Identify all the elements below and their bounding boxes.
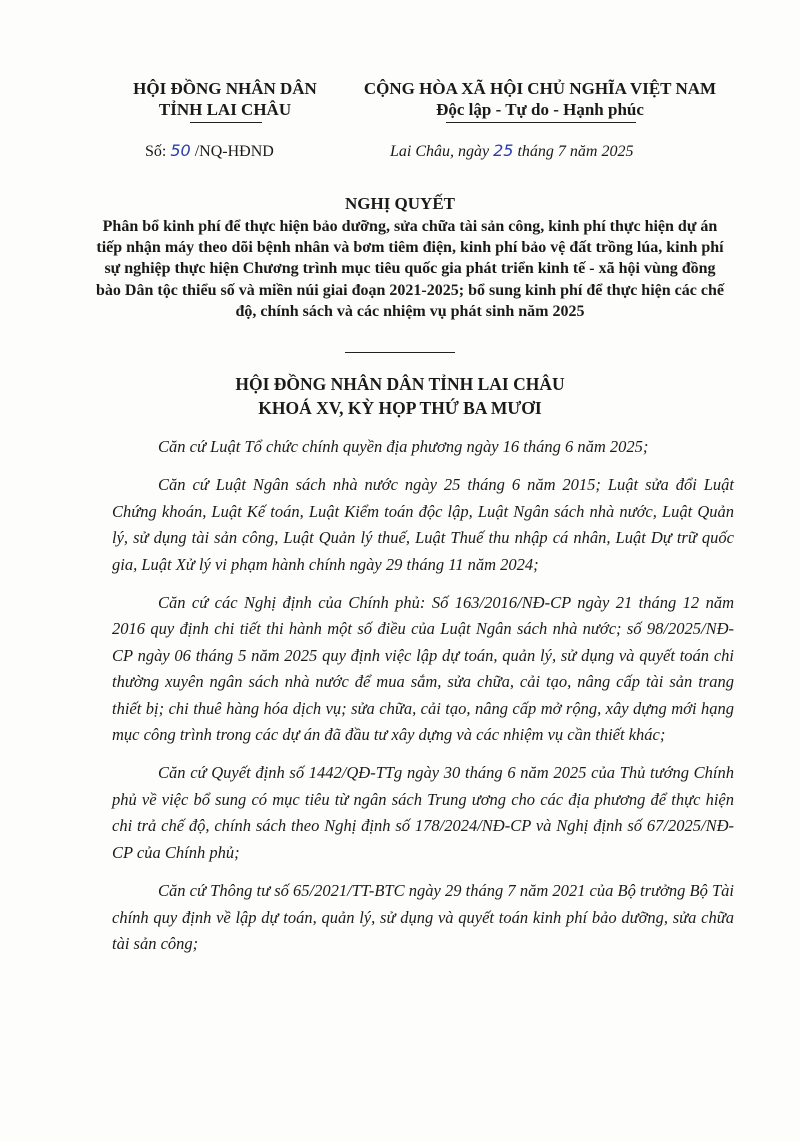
preamble — [112, 434, 734, 969]
document-subject: Phân bổ kinh phí để thực hiện bảo dưỡng, sửa chữa tài sản công, kinh phí thực hiện dự án tiếp nhận máy theo dõi bệnh nhân và bơm tiêm điện, kinh phí bảo vệ đất trồng lúa, kinh phí sự nghiệp thực hiện Chương trình mục tiêu quốc gia phát triển kinh tế - xã hội vùng đồng bào Dân tộc thiểu số và miền núi giai đoạn 2021-2025; bổ sung kinh phí để thực hiện các chế độ, chính sách và các nhiệm vụ phát sinh năm 2025 — [96, 218, 724, 320]
preamble-paragraph: Căn cứ Luật Ngân sách nhà nước ngày 25 tháng 6 năm 2015; Luật sửa đổi Luật Chứng khoán, Luật Kế toán, Luật Kiểm toán độc lập, Luật Ngân sách nhà nước, Luật Quản lý, sử dụng tài sản công, Luật Quản lý thuế, Luật Thuế thu nhập cá nhân, Luật Dự trữ quốc gia, Luật Xử lý vi phạm hành chính ngày 29 tháng 11 năm 2024; — [112, 475, 734, 574]
national-title-block — [340, 78, 740, 120]
document-date — [390, 141, 633, 161]
subject-underline — [345, 352, 455, 353]
issuer-underline — [190, 122, 262, 123]
council-session: KHOÁ XV, KỲ HỌP THỨ BA MƯƠI — [258, 398, 542, 418]
preamble-paragraph: Căn cứ Luật Tổ chức chính quyền địa phương ngày 16 tháng 6 năm 2025; — [158, 437, 649, 456]
date-prefix: Lai Châu, ngày — [390, 143, 490, 160]
nation-name: CỘNG HÒA XÃ HỘI CHỦ NGHĨA VIỆT NAM — [363, 79, 717, 98]
preamble-paragraph: Căn cứ Thông tư số 65/2021/TT-BTC ngày 29 tháng 7 năm 2021 của Bộ trưởng Bộ Tài chính quy định về lập dự toán, quản lý, sử dụng và quyết toán kinh phí bảo dưỡng, sửa chữa tài sản công; — [112, 881, 734, 953]
number-prefix: Số: — [145, 143, 167, 160]
document-type: NGHỊ QUYẾT — [344, 194, 456, 213]
council-block — [0, 372, 800, 420]
council-name: HỘI ĐỒNG NHÂN DÂN TỈNH LAI CHÂU — [235, 374, 565, 394]
preamble-paragraph: Căn cứ các Nghị định của Chính phủ: Số 163/2016/NĐ-CP ngày 21 tháng 12 năm 2016 quy định chi tiết thi hành một số điều của Luật Ngân sách nhà nước; số 98/2025/NĐ-CP ngày 06 tháng 5 năm 2025 quy định việc lập dự toán, quản lý, sử dụng và quyết toán chi thường xuyên ngân sách nhà nước để mua sắm, sửa chữa, cải tạo, nâng cấp tài sản trang thiết bị; chi thuê hàng hóa dịch vụ; sửa chữa, cải tạo, nâng cấp mở rộng, xây dựng mới hạng mục công trình trong các dự án đã đầu tư xây dựng và các nhiệm vụ cần thiết khác; — [112, 593, 734, 745]
issuer-line-2: TỈNH LAI CHÂU — [158, 100, 292, 119]
issuer-line-1: HỘI ĐỒNG NHÂN DÂN — [133, 79, 317, 98]
handwritten-day: 25 — [493, 141, 514, 160]
number-suffix: /NQ-HĐND — [194, 143, 274, 160]
handwritten-number: 50 — [170, 141, 191, 160]
preamble-paragraph: Căn cứ Quyết định số 1442/QĐ-TTg ngày 30 tháng 6 năm 2025 của Thủ tướng Chính phủ về việc bổ sung có mục tiêu từ ngân sách Trung ương cho các địa phương để thực hiện chi trả chế độ, chính sách theo Nghị định số 178/2024/NĐ-CP và Nghị định số 67/2025/NĐ-CP của Chính phủ; — [112, 763, 734, 862]
document-number — [145, 141, 274, 161]
motto-underline — [446, 122, 636, 123]
national-motto: Độc lập - Tự do - Hạnh phúc — [436, 100, 644, 119]
issuer-block — [110, 78, 340, 120]
date-suffix: tháng 7 năm 2025 — [517, 143, 634, 160]
